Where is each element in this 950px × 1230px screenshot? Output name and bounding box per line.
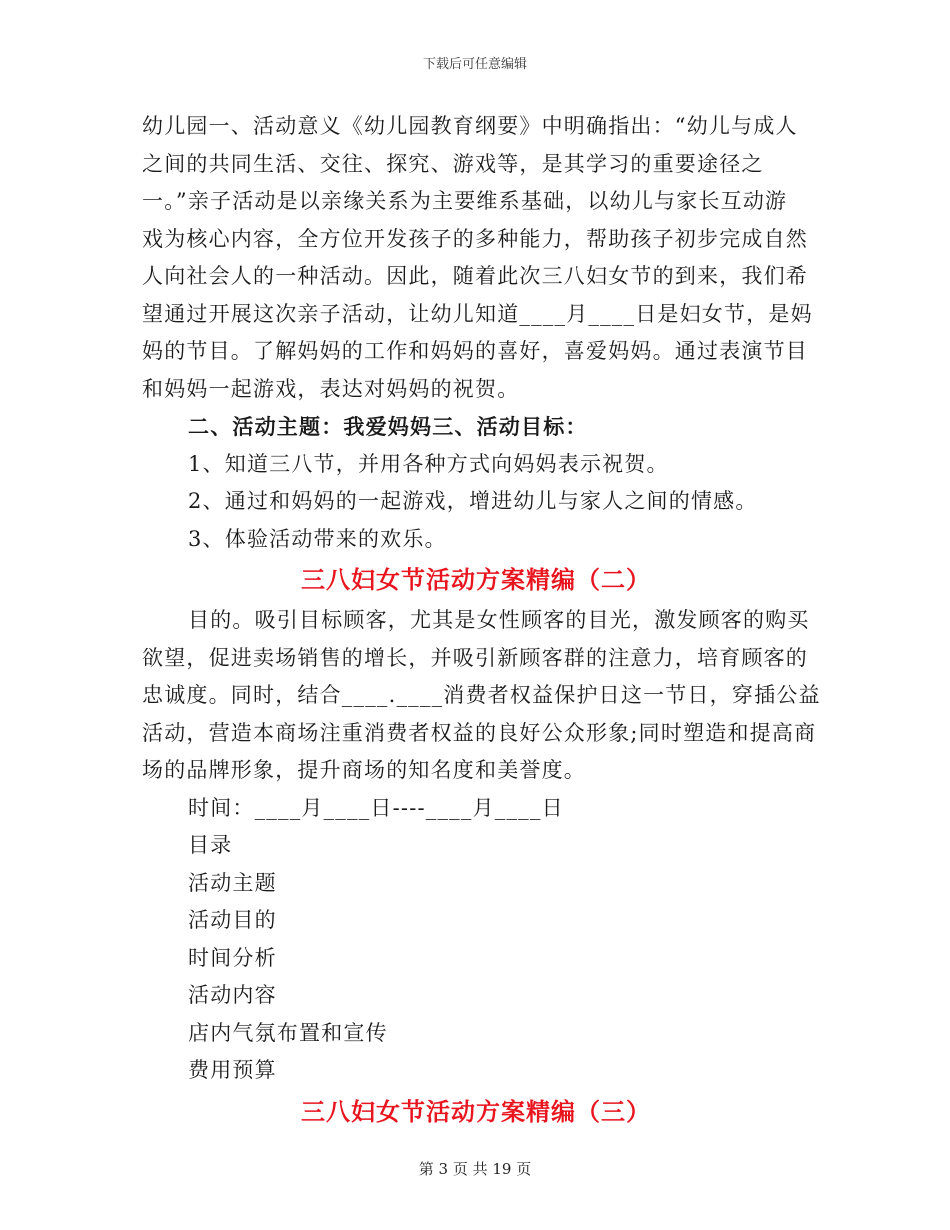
toc-item: 活动主题	[188, 870, 277, 895]
paragraph-line: 妈的节目。了解妈妈的工作和妈妈的喜好，喜爱妈妈。通过表演节目	[142, 339, 808, 363]
goal-item: 3、体验活动带来的欢乐。	[188, 526, 447, 551]
paragraph-line: 活动，营造本商场注重消费者权益的良好公众形象;同时塑造和提高商	[142, 720, 817, 745]
goal-item: 2、通过和妈妈的一起游戏，增进幼儿与家人之间的情感。	[188, 489, 758, 513]
toc-item: 活动内容	[188, 983, 277, 1007]
paragraph-line: 戏为核心内容，全方位开发孩子的多种能力，帮助孩子初步完成自然	[142, 226, 808, 251]
toc-item: 费用预算	[188, 1058, 277, 1082]
toc-item: 活动目的	[188, 908, 277, 932]
document-body	[142, 108, 821, 1134]
toc-item: 时间分析	[188, 945, 277, 970]
goal-item: 1、知道三八节，并用各种方式向妈妈表示祝贺。	[188, 451, 669, 476]
paragraph-line: 欲望，促进卖场销售的增长，并吸引新顾客群的注意力，培育顾客的	[142, 645, 808, 670]
paragraph-line: 之间的共同生活、交往、探究、游戏等，是其学习的重要途径之	[142, 151, 764, 176]
paragraph-line: 一。”亲子活动是以亲缘关系为主要维系基础，以幼儿与家长互动游	[142, 189, 788, 213]
paragraph-line: 和妈妈一起游戏，表达对妈妈的祝贺。	[142, 376, 520, 401]
paragraph-line: 望通过开展这次亲子活动，让幼儿知道____月____日是妇女节，是妈	[142, 301, 813, 326]
section-title: 三八妇女节活动方案精编（三）	[301, 1096, 651, 1126]
paragraph-line: 目的。吸引目标顾客，尤其是女性顾客的目光，激发顾客的购买	[188, 608, 810, 632]
toc-item: 店内气氛布置和宣传	[188, 1020, 388, 1045]
time-line: 时间：____月____日----____月____日	[188, 795, 564, 820]
paragraph-line: 人向社会人的一种活动。因此，随着此次三八妇女节的到来，我们希	[142, 264, 808, 288]
paragraph-line: 幼儿园一、活动意义《幼儿园教育纲要》中明确指出：“幼儿与成人	[142, 114, 798, 138]
paragraph-line: 忠诚度。同时，结合____.____消费者权益保护日这一节日，穿插公益	[142, 683, 821, 707]
paragraph-line: 场的品牌形象，提升商场的知名度和美誉度。	[142, 758, 586, 782]
page-number: 第 3 页 共 19 页	[418, 1160, 532, 1178]
section-title: 三八妇女节活动方案精编（二）	[301, 565, 651, 594]
toc-item: 目录	[188, 833, 233, 857]
header-note: 下载后可任意编辑	[422, 57, 527, 72]
section-subheading: 二、活动主题：我爱妈妈三、活动目标：	[188, 414, 588, 439]
